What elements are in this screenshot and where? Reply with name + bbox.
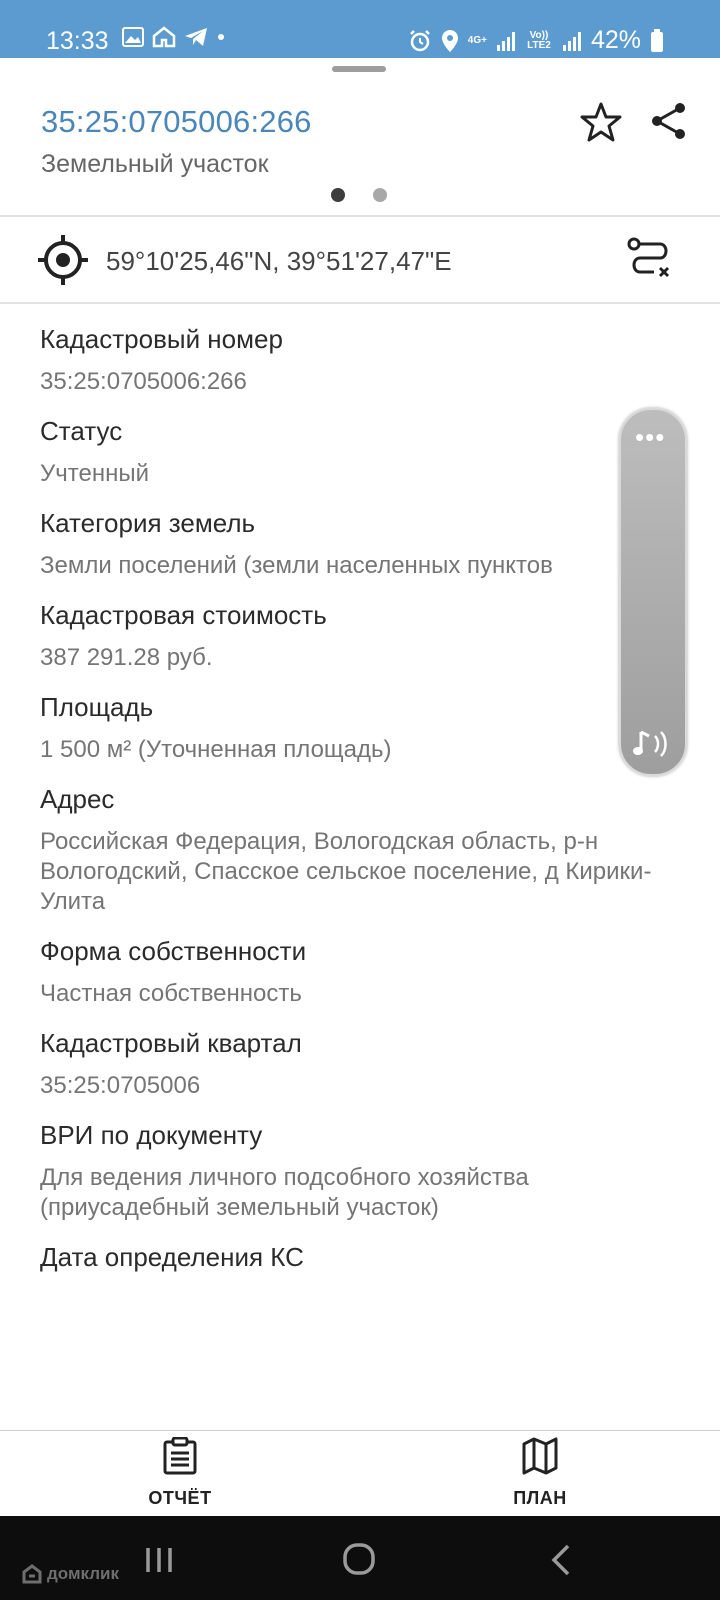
property-fields	[40, 323, 680, 1291]
report-label: ОТЧЁТ	[148, 1488, 212, 1508]
object-type-subtitle: Земельный участок	[41, 150, 269, 178]
more-icon[interactable]: •••	[635, 422, 666, 452]
signal-2-icon	[562, 31, 582, 51]
field-value: 35:25:0705006	[40, 1072, 201, 1099]
field-label: ВРИ по документу	[40, 1120, 263, 1150]
floating-audio-widget[interactable]	[619, 408, 687, 776]
field-label: Дата определения КС	[40, 1242, 304, 1272]
field-address	[40, 783, 680, 917]
field-value: Учтенный	[40, 460, 149, 487]
location-target-icon[interactable]	[38, 235, 88, 285]
field-permitted-use	[40, 1119, 680, 1223]
field-label: Кадастровая стоимость	[40, 600, 327, 630]
home-app-icon	[152, 26, 176, 48]
field-cadastral-quarter	[40, 1027, 680, 1101]
gallery-icon	[122, 27, 144, 47]
report-button[interactable]	[120, 1431, 240, 1517]
field-valuation-date	[40, 1241, 680, 1273]
divider	[0, 215, 720, 217]
watermark	[22, 1564, 119, 1584]
home-icon[interactable]	[342, 1542, 376, 1576]
network-type: 4G+	[467, 34, 487, 46]
field-value: Земли поселений (земли населенных пунктов	[40, 552, 553, 579]
battery-percent: 42%	[590, 26, 641, 54]
volte-label: Vo)) LTE2	[527, 29, 551, 51]
field-label: Адрес	[40, 784, 115, 814]
telegram-icon	[184, 27, 208, 47]
system-indicators	[408, 26, 664, 55]
back-icon[interactable]	[550, 1544, 572, 1576]
alarm-icon	[408, 29, 432, 53]
field-value: 35:25:0705006:266	[40, 368, 247, 395]
field-label: Форма собственности	[40, 936, 307, 966]
field-cadastral-number	[40, 323, 680, 397]
coordinates-text[interactable]: 59°10'25,46"N, 39°51'27,47"E	[106, 246, 452, 276]
location-icon	[441, 29, 459, 53]
signal-icon	[496, 31, 516, 51]
page-indicator	[331, 188, 387, 202]
field-value: 387 291.28 руб.	[40, 644, 213, 671]
share-icon[interactable]	[649, 101, 689, 141]
field-cadastral-value	[40, 599, 680, 673]
plan-button[interactable]	[480, 1431, 600, 1517]
field-label: Категория земель	[40, 508, 256, 538]
field-label: Кадастровый квартал	[40, 1028, 302, 1058]
bottom-navigation	[0, 1430, 720, 1517]
field-label: Статус	[40, 416, 123, 446]
page-dot-active[interactable]	[331, 188, 345, 202]
notification-icons	[122, 26, 226, 48]
field-value: Российская Федерация, Вологодская область, р-н Вологодский, Спасское сельское поселение, д Кирики-Улита	[40, 828, 652, 915]
field-ownership	[40, 935, 680, 1009]
field-value: Частная собственность	[40, 980, 302, 1007]
field-value: 1 500 м² (Уточненная площадь)	[40, 736, 392, 763]
field-land-category	[40, 507, 680, 581]
favorite-star-icon[interactable]	[580, 101, 622, 143]
divider	[0, 302, 720, 304]
field-status	[40, 415, 680, 489]
cadastral-number-title: 35:25:0705006:266	[41, 104, 312, 139]
field-label: Кадастровый номер	[40, 324, 283, 354]
recent-apps-icon[interactable]	[144, 1546, 174, 1574]
battery-icon	[650, 29, 664, 53]
status-bar	[0, 0, 720, 58]
watermark-text: домклик	[47, 1564, 120, 1583]
field-label: Площадь	[40, 692, 154, 722]
field-value: Для ведения личного подсобного хозяйства (приусадебный земельный участок)	[40, 1164, 529, 1221]
report-icon	[162, 1437, 198, 1475]
audio-icon[interactable]	[633, 728, 673, 760]
field-area	[40, 691, 680, 765]
clock: 13:33	[46, 27, 109, 55]
domclick-logo-icon	[22, 1564, 42, 1584]
drag-handle[interactable]	[332, 66, 386, 72]
system-navigation-bar	[0, 1516, 720, 1600]
dot-icon	[216, 32, 226, 42]
route-icon[interactable]	[626, 236, 674, 284]
map-icon	[522, 1437, 558, 1475]
page-dot-inactive[interactable]	[373, 188, 387, 202]
plan-label: ПЛАН	[513, 1488, 567, 1508]
